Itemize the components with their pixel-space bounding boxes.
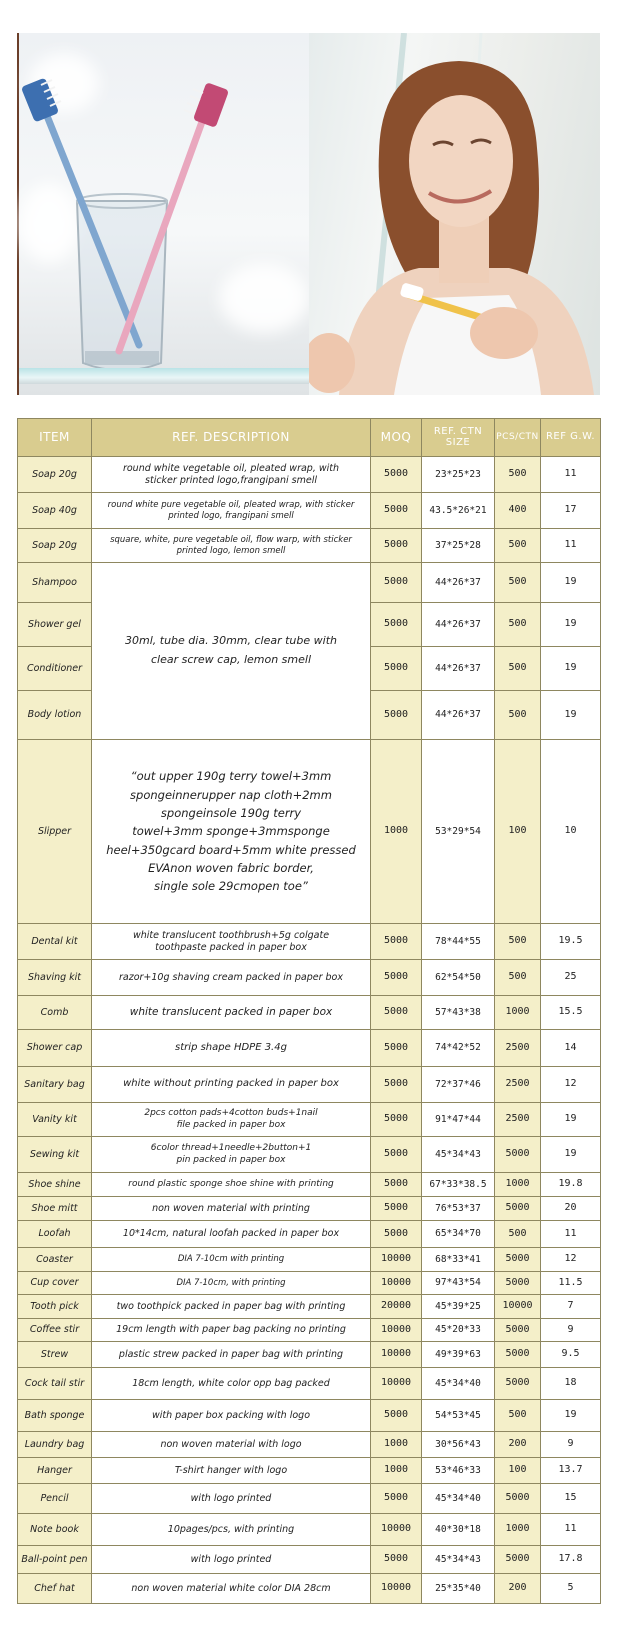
moq-cell: 5000 bbox=[371, 1400, 422, 1432]
item-cell: Soap 40g bbox=[18, 493, 92, 529]
pcs-ctn-cell: 500 bbox=[495, 1400, 541, 1432]
table-row bbox=[18, 740, 601, 924]
table-header-row bbox=[18, 419, 601, 457]
ctn-size-cell: 45*20*33 bbox=[422, 1319, 495, 1342]
table-row bbox=[18, 1342, 601, 1368]
pcs-ctn-cell: 5000 bbox=[495, 1248, 541, 1272]
ctn-size-cell: 67*33*38.5 bbox=[422, 1173, 495, 1197]
table-row bbox=[18, 1103, 601, 1137]
description-cell: plastic strew packed in paper bag with printing bbox=[92, 1342, 371, 1368]
ctn-size-cell: 49*39*63 bbox=[422, 1342, 495, 1368]
ctn-size-cell: 74*42*52 bbox=[422, 1030, 495, 1067]
item-cell: Note book bbox=[18, 1514, 92, 1546]
table-row bbox=[18, 1295, 601, 1319]
table-row bbox=[18, 1319, 601, 1342]
moq-cell: 5000 bbox=[371, 1030, 422, 1067]
description-cell: strip shape HDPE 3.4g bbox=[92, 1030, 371, 1067]
description-cell: 10*14cm, natural loofah packed in paper box bbox=[92, 1221, 371, 1248]
item-cell: Laundry bag bbox=[18, 1432, 92, 1458]
pcs-ctn-cell: 200 bbox=[495, 1432, 541, 1458]
moq-cell: 5000 bbox=[371, 1546, 422, 1574]
gw-cell: 11.5 bbox=[541, 1272, 601, 1295]
pcs-ctn-cell: 400 bbox=[495, 493, 541, 529]
item-cell: Loofah bbox=[18, 1221, 92, 1248]
pcs-ctn-cell: 500 bbox=[495, 457, 541, 493]
moq-cell: 5000 bbox=[371, 647, 422, 691]
table-row bbox=[18, 529, 601, 563]
description-cell: DIA 7-10cm with printing bbox=[92, 1248, 371, 1272]
glass-shelf bbox=[19, 368, 311, 384]
description-cell: 6color thread+1needle+2button+1 pin packed in paper box bbox=[92, 1137, 371, 1173]
gw-cell: 19 bbox=[541, 563, 601, 603]
pcs-ctn-cell: 1000 bbox=[495, 996, 541, 1030]
banner bbox=[17, 33, 600, 395]
item-cell: Cup cover bbox=[18, 1272, 92, 1295]
moq-cell: 5000 bbox=[371, 603, 422, 647]
item-cell: Shampoo bbox=[18, 563, 92, 603]
description-cell: 19cm length with paper bag packing no printing bbox=[92, 1319, 371, 1342]
pcs-ctn-cell: 5000 bbox=[495, 1272, 541, 1295]
gw-cell: 19 bbox=[541, 1400, 601, 1432]
pcs-ctn-cell: 5000 bbox=[495, 1546, 541, 1574]
table-row bbox=[18, 1173, 601, 1197]
item-cell: Vanity kit bbox=[18, 1103, 92, 1137]
item-cell: Conditioner bbox=[18, 647, 92, 691]
moq-cell: 5000 bbox=[371, 1067, 422, 1103]
ctn-size-cell: 78*44*55 bbox=[422, 924, 495, 960]
description-cell: round white pure vegetable oil, pleated wrap, with sticker printed logo, frangipani smell bbox=[92, 493, 371, 529]
description-cell: 10pages/pcs, with printing bbox=[92, 1514, 371, 1546]
description-cell: square, white, pure vegetable oil, flow warp, with sticker printed logo, lemon smell bbox=[92, 529, 371, 563]
item-cell: Body lotion bbox=[18, 691, 92, 740]
pcs-ctn-cell: 100 bbox=[495, 740, 541, 924]
gw-cell: 11 bbox=[541, 529, 601, 563]
pcs-ctn-cell: 100 bbox=[495, 1458, 541, 1484]
description-cell: white translucent toothbrush+5g colgate toothpaste packed in paper box bbox=[92, 924, 371, 960]
amenities-spec-table bbox=[17, 418, 601, 1604]
gw-cell: 19.8 bbox=[541, 1173, 601, 1197]
table-row bbox=[18, 1484, 601, 1514]
pcs-ctn-cell: 500 bbox=[495, 924, 541, 960]
item-cell: Cock tail stir bbox=[18, 1368, 92, 1400]
description-cell: razor+10g shaving cream packed in paper box bbox=[92, 960, 371, 996]
moq-cell: 5000 bbox=[371, 1484, 422, 1514]
gw-cell: 9 bbox=[541, 1319, 601, 1342]
gw-cell: 5 bbox=[541, 1574, 601, 1604]
ctn-size-cell: 44*26*37 bbox=[422, 563, 495, 603]
table-row bbox=[18, 457, 601, 493]
ctn-size-cell: 23*25*23 bbox=[422, 457, 495, 493]
item-cell: Chef hat bbox=[18, 1574, 92, 1604]
gw-cell: 19 bbox=[541, 1137, 601, 1173]
gw-cell: 12 bbox=[541, 1248, 601, 1272]
pcs-ctn-cell: 500 bbox=[495, 691, 541, 740]
moq-cell: 1000 bbox=[371, 1432, 422, 1458]
table-row bbox=[18, 1197, 601, 1221]
description-cell: two toothpick packed in paper bag with printing bbox=[92, 1295, 371, 1319]
table-row bbox=[18, 924, 601, 960]
description-cell: 18cm length, white color opp bag packed bbox=[92, 1368, 371, 1400]
table-row bbox=[18, 1458, 601, 1484]
table-row bbox=[18, 1546, 601, 1574]
gw-cell: 15 bbox=[541, 1484, 601, 1514]
description-cell: with logo printed bbox=[92, 1546, 371, 1574]
gw-cell: 20 bbox=[541, 1197, 601, 1221]
moq-cell: 10000 bbox=[371, 1514, 422, 1546]
item-cell: Shower gel bbox=[18, 603, 92, 647]
pcs-ctn-cell: 500 bbox=[495, 1221, 541, 1248]
table-row bbox=[18, 1067, 601, 1103]
moq-cell: 10000 bbox=[371, 1319, 422, 1342]
moq-cell: 5000 bbox=[371, 563, 422, 603]
ctn-size-cell: 72*37*46 bbox=[422, 1067, 495, 1103]
pcs-ctn-cell: 5000 bbox=[495, 1197, 541, 1221]
gw-cell: 19 bbox=[541, 691, 601, 740]
item-cell: Sanitary bag bbox=[18, 1067, 92, 1103]
moq-cell: 1000 bbox=[371, 1458, 422, 1484]
moq-cell: 10000 bbox=[371, 1342, 422, 1368]
table-row bbox=[18, 1030, 601, 1067]
header-item: ITEM bbox=[18, 419, 92, 457]
table-row bbox=[18, 996, 601, 1030]
gw-cell: 11 bbox=[541, 1221, 601, 1248]
ctn-size-cell: 54*53*45 bbox=[422, 1400, 495, 1432]
moq-cell: 5000 bbox=[371, 1221, 422, 1248]
gw-cell: 17.8 bbox=[541, 1546, 601, 1574]
table-row bbox=[18, 1248, 601, 1272]
moq-cell: 10000 bbox=[371, 1272, 422, 1295]
item-cell: Tooth pick bbox=[18, 1295, 92, 1319]
item-cell: Shaving kit bbox=[18, 960, 92, 996]
ctn-size-cell: 65*34*70 bbox=[422, 1221, 495, 1248]
header-ctn-size: REF. CTN SIZE bbox=[422, 419, 495, 457]
table-row bbox=[18, 1574, 601, 1604]
moq-cell: 1000 bbox=[371, 740, 422, 924]
ctn-size-cell: 44*26*37 bbox=[422, 691, 495, 740]
moq-cell: 10000 bbox=[371, 1248, 422, 1272]
table-row bbox=[18, 1221, 601, 1248]
pcs-ctn-cell: 10000 bbox=[495, 1295, 541, 1319]
pcs-ctn-cell: 500 bbox=[495, 563, 541, 603]
pcs-ctn-cell: 2500 bbox=[495, 1067, 541, 1103]
gw-cell: 18 bbox=[541, 1368, 601, 1400]
description-cell: white translucent packed in paper box bbox=[92, 996, 371, 1030]
item-cell: Shower cap bbox=[18, 1030, 92, 1067]
item-cell: Coffee stir bbox=[18, 1319, 92, 1342]
gw-cell: 19 bbox=[541, 1103, 601, 1137]
moq-cell: 5000 bbox=[371, 1173, 422, 1197]
table-row bbox=[18, 1272, 601, 1295]
moq-cell: 20000 bbox=[371, 1295, 422, 1319]
moq-cell: 5000 bbox=[371, 924, 422, 960]
ctn-size-cell: 30*56*43 bbox=[422, 1432, 495, 1458]
toothbrush-glass-illustration bbox=[19, 33, 311, 395]
ctn-size-cell: 76*53*37 bbox=[422, 1197, 495, 1221]
moq-cell: 5000 bbox=[371, 1197, 422, 1221]
woman-illustration bbox=[309, 33, 600, 395]
item-cell: Bath sponge bbox=[18, 1400, 92, 1432]
item-cell: Shoe mitt bbox=[18, 1197, 92, 1221]
item-cell: Soap 20g bbox=[18, 529, 92, 563]
description-cell: “out upper 190g terry towel+3mm spongeinnerupper nap cloth+2mm spongeinsole 190g terry towel+3mm sponge+3mmsponge heel+350gcard board+5mm white pressed EVAnon woven fabric border, single sole 29cmopen toe” bbox=[92, 740, 371, 924]
table-row bbox=[18, 1514, 601, 1546]
pcs-ctn-cell: 500 bbox=[495, 647, 541, 691]
ctn-size-cell: 45*34*43 bbox=[422, 1137, 495, 1173]
item-cell: Sewing kit bbox=[18, 1137, 92, 1173]
pcs-ctn-cell: 200 bbox=[495, 1574, 541, 1604]
item-cell: Pencil bbox=[18, 1484, 92, 1514]
pcs-ctn-cell: 500 bbox=[495, 529, 541, 563]
item-cell: Soap 20g bbox=[18, 457, 92, 493]
moq-cell: 5000 bbox=[371, 1103, 422, 1137]
gw-cell: 11 bbox=[541, 457, 601, 493]
item-cell: Shoe shine bbox=[18, 1173, 92, 1197]
moq-cell: 5000 bbox=[371, 493, 422, 529]
table-row bbox=[18, 1368, 601, 1400]
description-cell: T-shirt hanger with logo bbox=[92, 1458, 371, 1484]
ctn-size-cell: 25*35*40 bbox=[422, 1574, 495, 1604]
gw-cell: 19 bbox=[541, 647, 601, 691]
moq-cell: 5000 bbox=[371, 529, 422, 563]
gw-cell: 9.5 bbox=[541, 1342, 601, 1368]
ctn-size-cell: 45*39*25 bbox=[422, 1295, 495, 1319]
gw-cell: 19 bbox=[541, 603, 601, 647]
pcs-ctn-cell: 5000 bbox=[495, 1319, 541, 1342]
pcs-ctn-cell: 1000 bbox=[495, 1173, 541, 1197]
item-cell: Comb bbox=[18, 996, 92, 1030]
description-cell: non woven material with logo bbox=[92, 1432, 371, 1458]
moq-cell: 5000 bbox=[371, 457, 422, 493]
header-gw: REF G.W. bbox=[541, 419, 601, 457]
item-cell: Slipper bbox=[18, 740, 92, 924]
gw-cell: 13.7 bbox=[541, 1458, 601, 1484]
ctn-size-cell: 53*29*54 bbox=[422, 740, 495, 924]
gw-cell: 14 bbox=[541, 1030, 601, 1067]
description-cell: round plastic sponge shoe shine with printing bbox=[92, 1173, 371, 1197]
ctn-size-cell: 53*46*33 bbox=[422, 1458, 495, 1484]
description-cell: with paper box packing with logo bbox=[92, 1400, 371, 1432]
gw-cell: 9 bbox=[541, 1432, 601, 1458]
header-pcs-ctn: PCS/CTN bbox=[495, 419, 541, 457]
item-cell: Coaster bbox=[18, 1248, 92, 1272]
ctn-size-cell: 97*43*54 bbox=[422, 1272, 495, 1295]
pcs-ctn-cell: 1000 bbox=[495, 1514, 541, 1546]
table-row bbox=[18, 563, 601, 603]
description-cell: 30ml, tube dia. 30mm, clear tube with clear screw cap, lemon smell bbox=[92, 563, 371, 740]
ctn-size-cell: 45*34*43 bbox=[422, 1546, 495, 1574]
moq-cell: 5000 bbox=[371, 1137, 422, 1173]
gw-cell: 12 bbox=[541, 1067, 601, 1103]
description-cell: DIA 7-10cm, with printing bbox=[92, 1272, 371, 1295]
moq-cell: 5000 bbox=[371, 691, 422, 740]
gw-cell: 11 bbox=[541, 1514, 601, 1546]
description-cell: 2pcs cotton pads+4cotton buds+1nail file packed in paper box bbox=[92, 1103, 371, 1137]
gw-cell: 7 bbox=[541, 1295, 601, 1319]
woman-brushing-photo bbox=[309, 33, 600, 395]
moq-cell: 5000 bbox=[371, 960, 422, 996]
moq-cell: 5000 bbox=[371, 996, 422, 1030]
header-description: REF. DESCRIPTION bbox=[92, 419, 371, 457]
item-cell: Dental kit bbox=[18, 924, 92, 960]
item-cell: Ball-point pen bbox=[18, 1546, 92, 1574]
description-cell: non woven material with printing bbox=[92, 1197, 371, 1221]
ctn-size-cell: 44*26*37 bbox=[422, 647, 495, 691]
ctn-size-cell: 45*34*40 bbox=[422, 1484, 495, 1514]
gw-cell: 10 bbox=[541, 740, 601, 924]
table-row bbox=[18, 493, 601, 529]
ctn-size-cell: 37*25*28 bbox=[422, 529, 495, 563]
pcs-ctn-cell: 5000 bbox=[495, 1368, 541, 1400]
description-cell: with logo printed bbox=[92, 1484, 371, 1514]
item-cell: Hanger bbox=[18, 1458, 92, 1484]
description-cell: non woven material white color DIA 28cm bbox=[92, 1574, 371, 1604]
pcs-ctn-cell: 2500 bbox=[495, 1103, 541, 1137]
ctn-size-cell: 40*30*18 bbox=[422, 1514, 495, 1546]
ctn-size-cell: 44*26*37 bbox=[422, 603, 495, 647]
ctn-size-cell: 91*47*44 bbox=[422, 1103, 495, 1137]
pcs-ctn-cell: 5000 bbox=[495, 1484, 541, 1514]
table-row bbox=[18, 960, 601, 996]
ctn-size-cell: 68*33*41 bbox=[422, 1248, 495, 1272]
gw-cell: 25 bbox=[541, 960, 601, 996]
table-row bbox=[18, 1400, 601, 1432]
moq-cell: 10000 bbox=[371, 1368, 422, 1400]
pcs-ctn-cell: 500 bbox=[495, 603, 541, 647]
description-cell: round white vegetable oil, pleated wrap, with sticker printed logo,frangipani smell bbox=[92, 457, 371, 493]
toothbrush-glass-photo bbox=[17, 33, 309, 395]
ctn-size-cell: 62*54*50 bbox=[422, 960, 495, 996]
gw-cell: 17 bbox=[541, 493, 601, 529]
pcs-ctn-cell: 2500 bbox=[495, 1030, 541, 1067]
moq-cell: 10000 bbox=[371, 1574, 422, 1604]
description-cell: white without printing packed in paper box bbox=[92, 1067, 371, 1103]
ctn-size-cell: 45*34*40 bbox=[422, 1368, 495, 1400]
gw-cell: 19.5 bbox=[541, 924, 601, 960]
header-moq: MOQ bbox=[371, 419, 422, 457]
gw-cell: 15.5 bbox=[541, 996, 601, 1030]
ctn-size-cell: 57*43*38 bbox=[422, 996, 495, 1030]
ctn-size-cell: 43.5*26*21 bbox=[422, 493, 495, 529]
pcs-ctn-cell: 5000 bbox=[495, 1342, 541, 1368]
table-row bbox=[18, 1432, 601, 1458]
pcs-ctn-cell: 500 bbox=[495, 960, 541, 996]
table-row bbox=[18, 1137, 601, 1173]
item-cell: Strew bbox=[18, 1342, 92, 1368]
pcs-ctn-cell: 5000 bbox=[495, 1137, 541, 1173]
